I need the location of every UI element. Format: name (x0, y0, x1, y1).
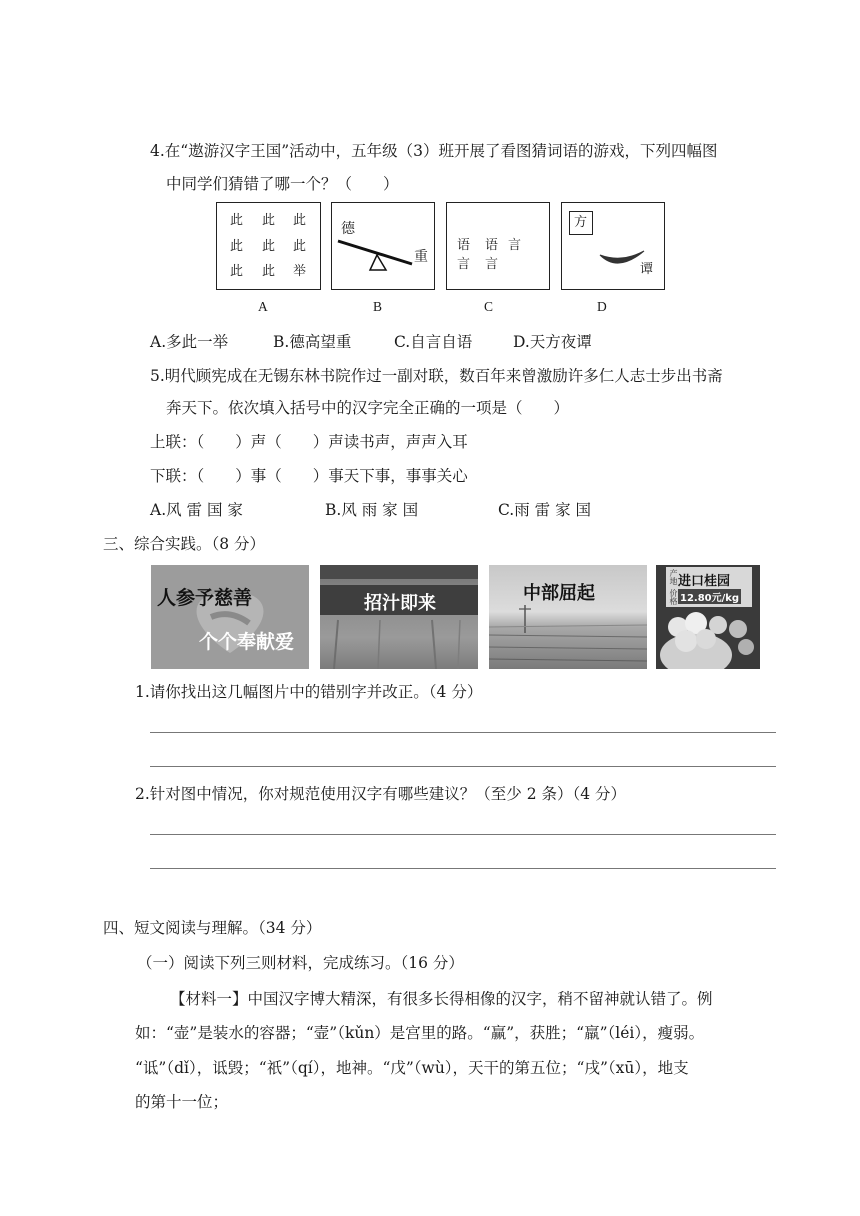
answer-line[interactable] (150, 766, 776, 767)
q5-option-b: B.风 雨 家 国 (325, 501, 419, 519)
pic-c-char: 言 (485, 257, 499, 272)
material1-line4: 的第十一位； (135, 1093, 229, 1111)
q4-option-d: D.天方夜谭 (513, 333, 592, 351)
photo-wall-sign (320, 565, 478, 669)
picture-a (216, 202, 321, 290)
picture-d (561, 202, 665, 290)
pic-b-letter: B (373, 299, 383, 314)
pic-a-letter: A (258, 299, 268, 314)
pic-a-char: 此 (230, 264, 244, 279)
pic-a-char: 举 (293, 264, 307, 279)
photo-fruit (656, 565, 760, 669)
section4-sub1: （一）阅读下列三则材料，完成练习。（16 分） (137, 954, 464, 972)
q4-option-a: A.多此一举 (150, 333, 229, 351)
pic-a-char: 此 (293, 213, 307, 228)
section3-q2: 2.针对图中情况，你对规范使用汉字有哪些建议？（至少 2 条）（4 分） (135, 785, 627, 803)
seesaw-icon (332, 203, 433, 288)
pic-b-left-char: 德 (341, 221, 355, 237)
pic-a-char: 此 (230, 213, 244, 228)
section-3-heading: 三、综合实践。（8 分） (103, 535, 266, 553)
material1-line2: 如：“壶”是装水的容器；“壸”（kǔn）是宫里的路。“赢”，获胜；“羸”（léi），瘦弱。 (135, 1024, 705, 1042)
longan-fruit-image (656, 565, 760, 669)
picture-c (446, 202, 550, 290)
pic-a-char: 此 (262, 213, 276, 228)
pic-c-letter: C (484, 299, 494, 314)
photo4-side: 产地 (669, 569, 678, 585)
q4-option-c: C.自言自语 (394, 333, 473, 351)
photo-charity-poster (151, 565, 309, 669)
photo4-sign: 进口桂园 (678, 574, 731, 589)
photo-field (489, 565, 647, 669)
photo1-line2: 个个奉献爱 (199, 631, 295, 653)
pic-d-tan-char: 谭 (640, 262, 654, 277)
pic-d-box-char: 方 (574, 215, 588, 230)
material1-line1: 【材料一】中国汉字博大精深，有很多长得相像的汉字，稍不留神就认错了。例 (170, 990, 713, 1008)
answer-line[interactable] (150, 732, 776, 733)
q4-line1: 4.在“遨游汉字王国”活动中，五年级（3）班开展了看图猜词语的游戏，下列四幅图 (150, 142, 718, 160)
pic-c-char: 语 (485, 238, 499, 253)
pic-c-char: 语 (457, 238, 471, 253)
q5-line1: 5.明代顾宪成在无锡东林书院作过一副对联，数百年来曾激励许多仁人志士步出书斋 (150, 367, 723, 385)
pic-a-char: 此 (262, 239, 276, 254)
photo1-line1: 人参予慈善 (157, 587, 253, 609)
pic-b-right-char: 重 (414, 249, 428, 265)
photo4-price-label: 价格 (669, 589, 678, 605)
q5-option-a: A.风 雷 国 家 (150, 501, 243, 519)
pic-a-char: 此 (230, 239, 244, 254)
couplet-upper: 上联：（ ）声（ ）声读书声，声声入耳 (150, 433, 468, 451)
pic-c-char: 言 (508, 238, 522, 253)
wall-stains (320, 565, 478, 669)
q4-option-b: B.德高望重 (273, 333, 352, 351)
q5-line2: 奔天下。依次填入括号中的汉字完全正确的一项是（ ） (166, 399, 570, 417)
answer-line[interactable] (150, 834, 776, 835)
pic-d-letter: D (597, 299, 607, 314)
material1-line3: “诋”（dǐ），诋毁；“祇”（qí），地神。“戊”（wù），天干的第五位；“戌”（xū），地支 (135, 1059, 689, 1077)
photo2-sign: 招汁即来 (364, 593, 436, 614)
answer-line[interactable] (150, 868, 776, 869)
photo4-price: 12.80元/kg (678, 589, 741, 604)
photo3-caption: 中部屈起 (523, 583, 595, 604)
pic-c-char: 言 (457, 257, 471, 272)
q4-line2: 中同学们猜错了哪一个？（ ） (166, 175, 399, 193)
section3-q1: 1.请你找出这几幅图片中的错别字并改正。（4 分） (135, 683, 483, 701)
q5-option-c: C.雨 雷 家 国 (498, 501, 592, 519)
picture-b (331, 202, 435, 290)
couplet-lower: 下联：（ ）事（ ）事天下事，事事关心 (150, 467, 468, 485)
pic-a-char: 此 (293, 239, 307, 254)
section-4-heading: 四、短文阅读与理解。（34 分） (103, 919, 322, 937)
pic-a-char: 此 (262, 264, 276, 279)
